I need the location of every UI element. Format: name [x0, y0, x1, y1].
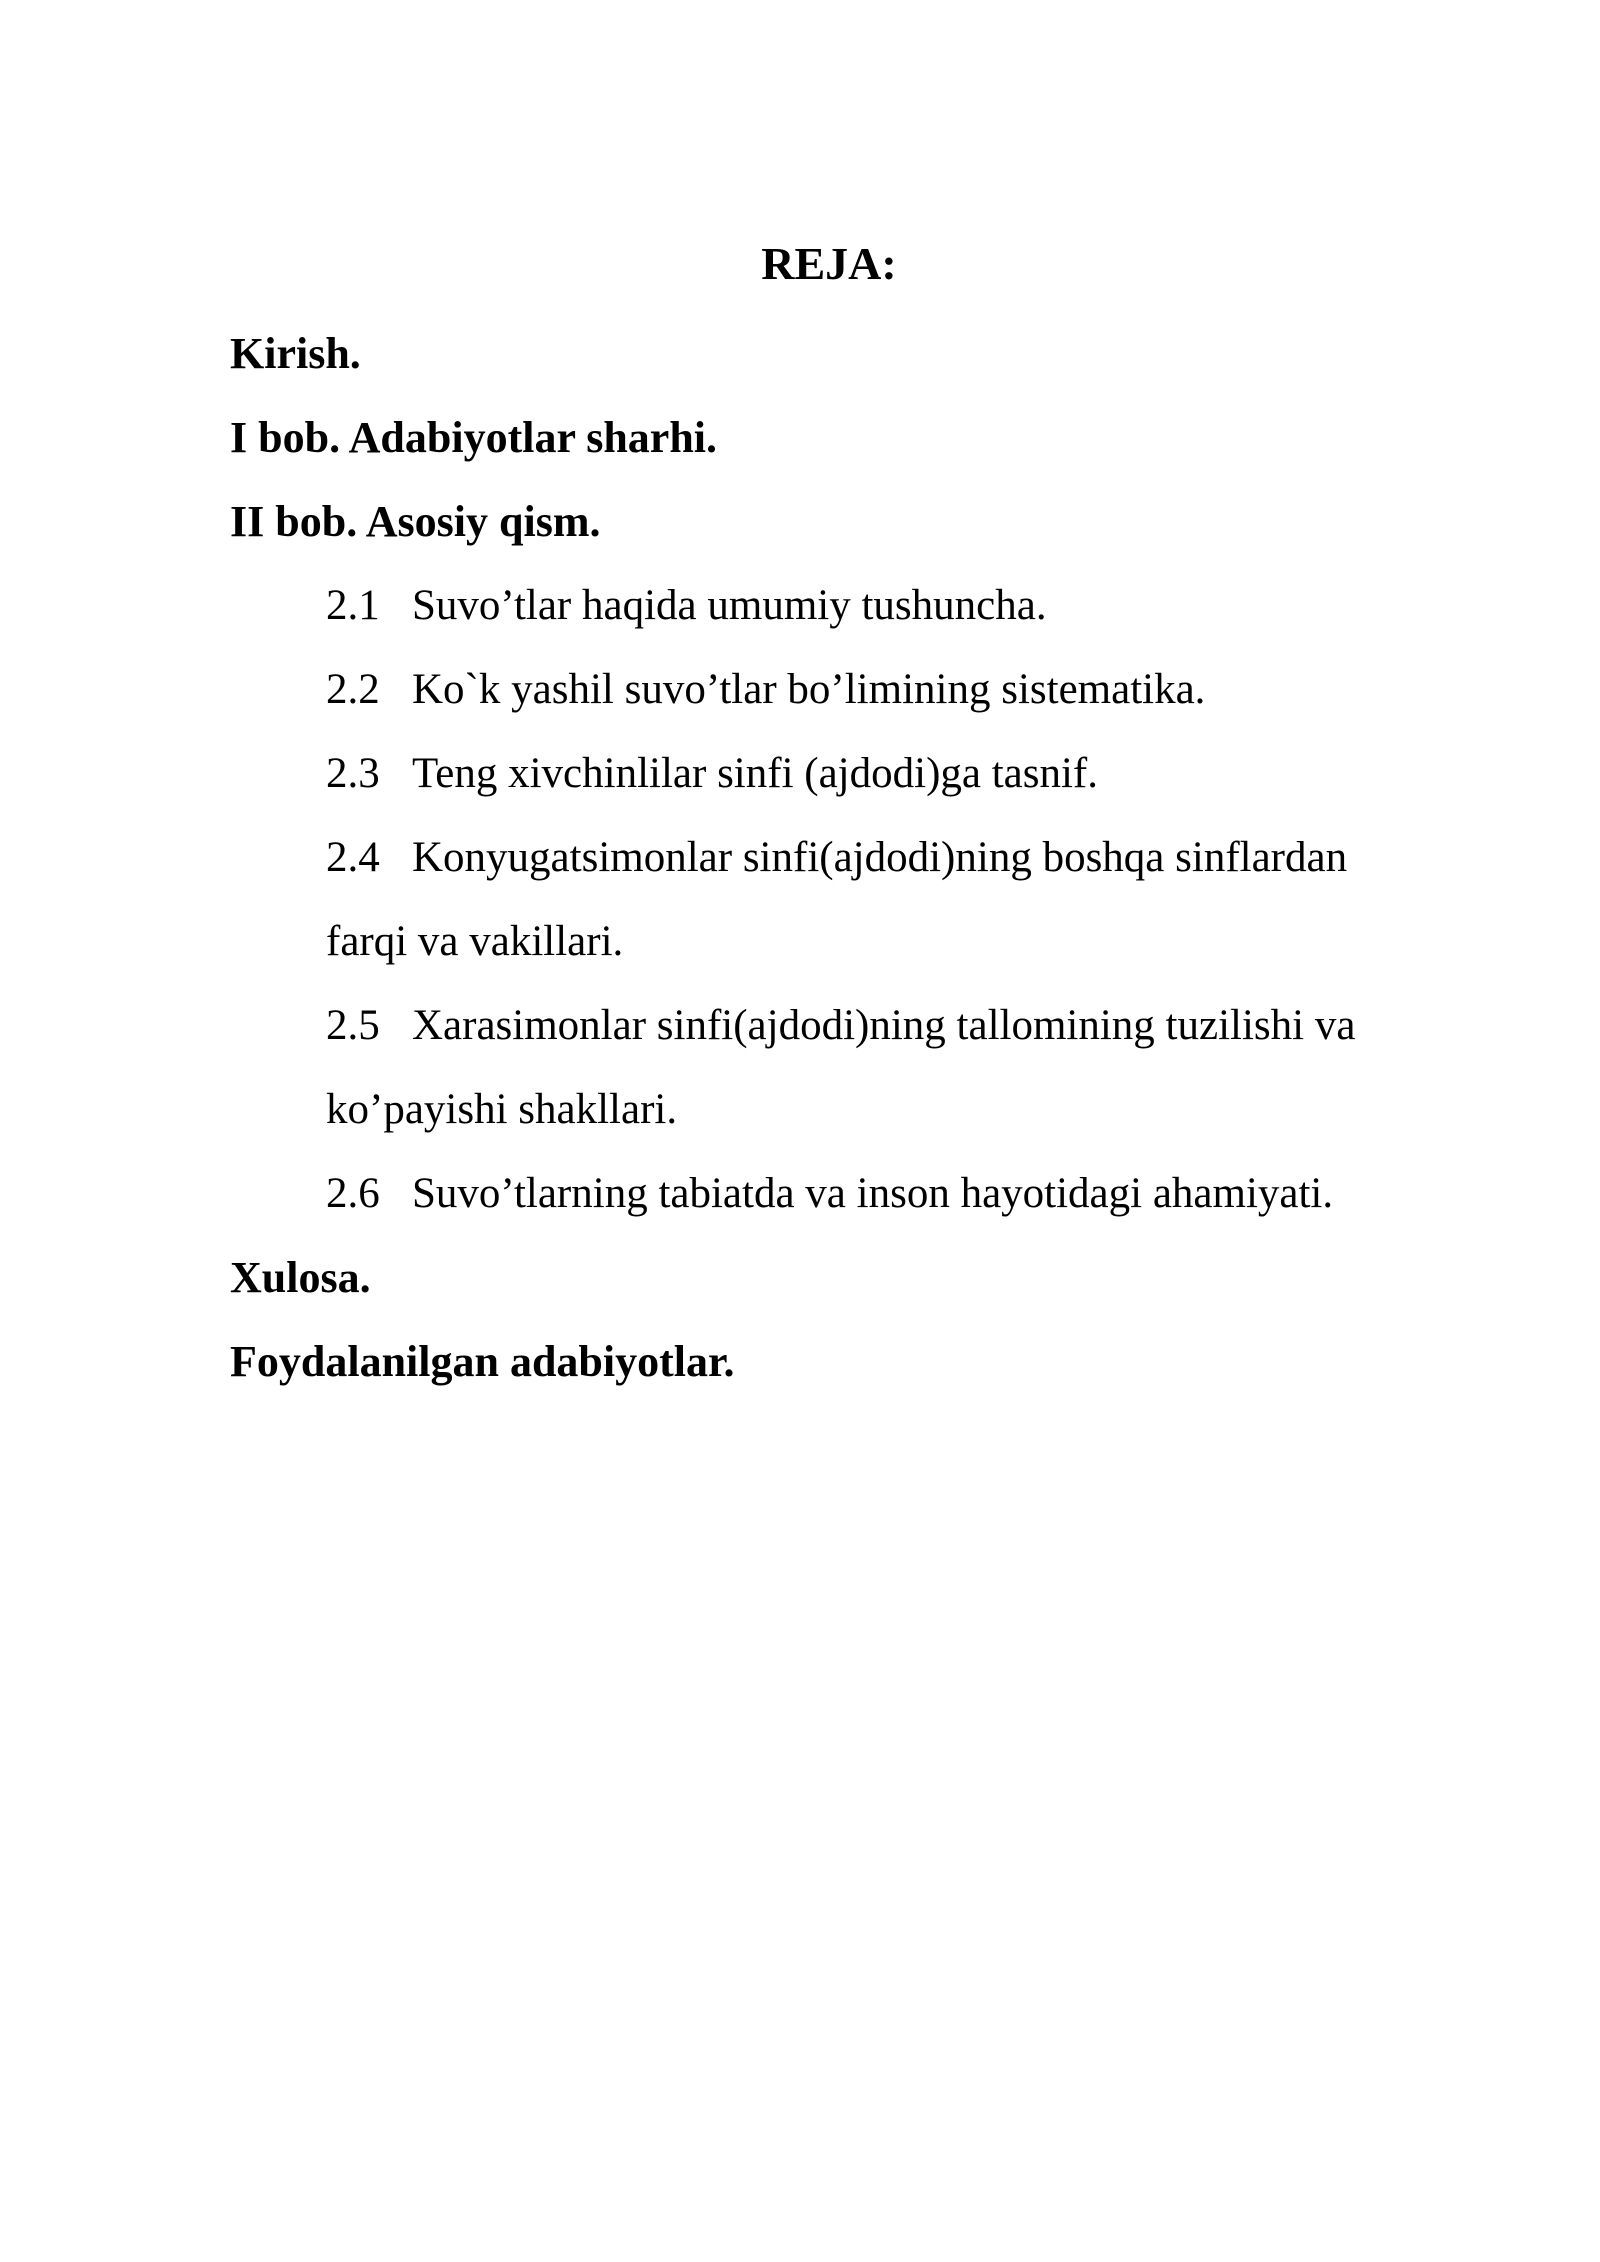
toc-subitem-text: Xarasimonlar sinfi(ajdodi)ning tallomining tuzilishi va — [412, 1002, 1356, 1049]
toc-subitem-text: Konyugatsimonlar sinfi(ajdodi)ning boshqa sinflardan — [412, 834, 1348, 881]
toc-item-conclusion: Xulosa. — [230, 1253, 371, 1302]
toc-subitem-number: 2.5 — [326, 1002, 380, 1049]
toc-subitem-2-5-continuation: ko’payishi shakllari. — [326, 1086, 678, 1133]
toc-subitem-2-5 — [230, 984, 1530, 1068]
toc-subitem-2-4 — [230, 816, 1530, 900]
page-title: REJA: — [761, 238, 897, 289]
table-of-contents — [230, 312, 1530, 1404]
toc-subitem-number: 2.2 — [326, 666, 380, 713]
toc-item-introduction: Kirish. — [230, 329, 361, 378]
toc-subitem-2-2 — [230, 648, 1530, 732]
toc-subitem-2-4-continuation: farqi va vakillari. — [326, 918, 624, 965]
toc-subitem-number: 2.4 — [326, 834, 380, 881]
toc-subitem-text: Suvo’tlarning tabiatda va inson hayotidagi ahamiyati. — [412, 1170, 1334, 1217]
toc-subitem-number: 2.6 — [326, 1170, 380, 1217]
toc-subitem-text: Suvo’tlar haqida umumiy tushuncha. — [412, 582, 1047, 629]
toc-item-chapter-2: II bob. Asosiy qism. — [230, 497, 601, 546]
toc-subitem-text: Ko`k yashil suvo’tlar bo’limining sistematika. — [412, 666, 1206, 713]
toc-item-chapter-1: I bob. Adabiyotlar sharhi. — [230, 413, 718, 462]
toc-subitem-2-1 — [230, 564, 1530, 648]
toc-subitem-2-3 — [230, 732, 1530, 816]
toc-subitem-2-6 — [230, 1152, 1530, 1236]
toc-subitem-number: 2.1 — [326, 582, 380, 629]
toc-subitem-text: Teng xivchinlilar sinfi (ajdodi)ga tasnif. — [412, 750, 1099, 797]
toc-subitem-number: 2.3 — [326, 750, 380, 797]
toc-item-references: Foydalanilgan adabiyotlar. — [230, 1337, 735, 1386]
